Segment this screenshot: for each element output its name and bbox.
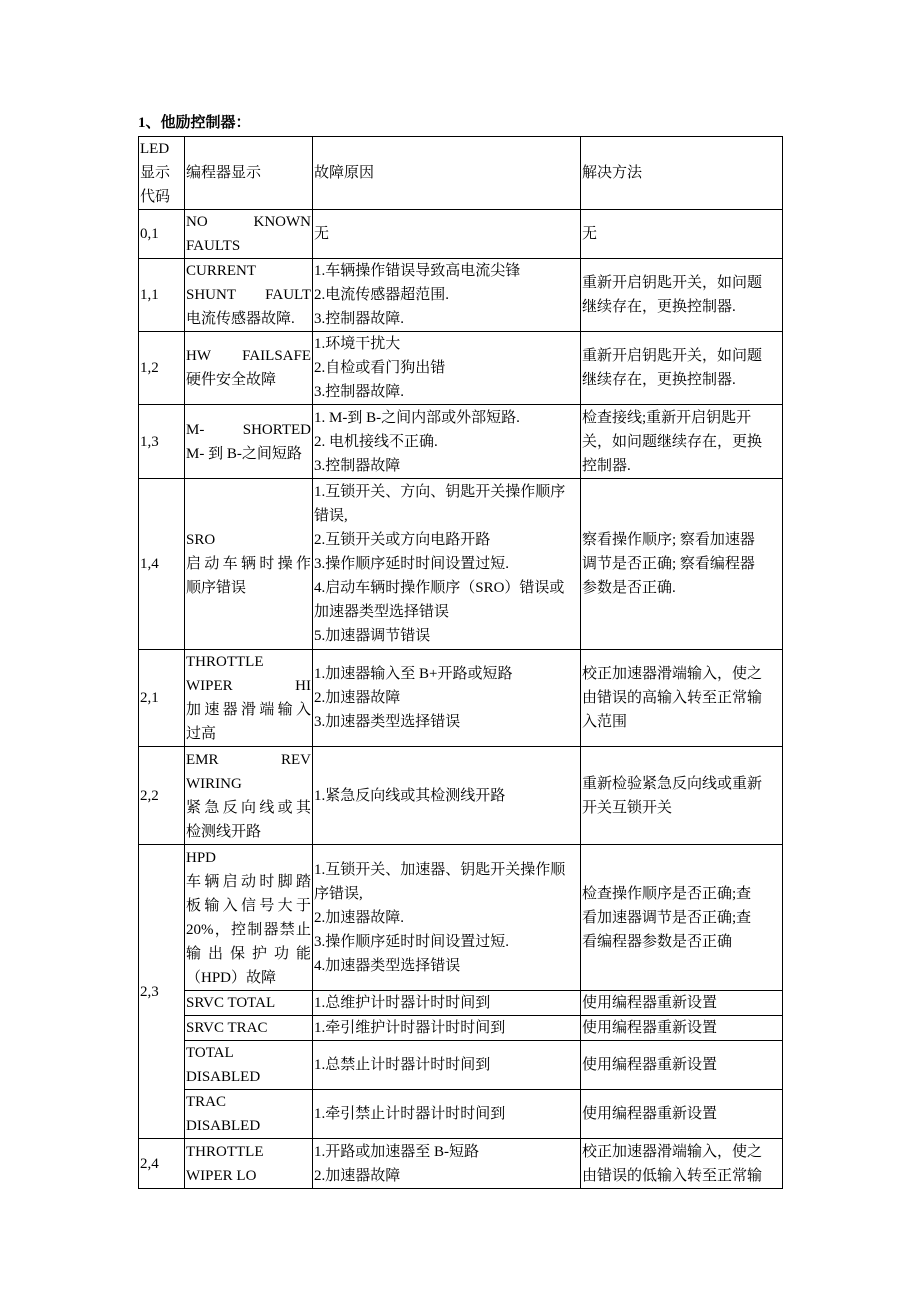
programmer-display-cell-line: （HPD）故障	[186, 969, 277, 986]
solution-cell-line: 入范围	[582, 714, 628, 730]
programmer-display-cell-line: SRO	[186, 532, 216, 548]
header-solution	[581, 137, 783, 210]
fault-cause-cell	[313, 747, 581, 845]
table-row	[139, 210, 783, 259]
solution-cell	[581, 479, 783, 650]
led-code-cell	[139, 479, 185, 650]
led-code-cell	[139, 259, 185, 332]
fault-cause-cell-line: 1.开路或加速器至 B-短路	[314, 1143, 480, 1160]
fault-cause-cell-line: 1.车辆操作错误导致高电流尖锋	[314, 263, 521, 279]
fault-cause-cell-line: 1.紧急反向线或其检测线开路	[314, 787, 506, 804]
fault-cause-cell-line: 2.电流传感器超范围.	[314, 287, 450, 303]
fault-cause-cell	[313, 650, 581, 747]
programmer-display-cell-line: 20%，控制器禁止	[186, 921, 311, 938]
header-led-code-line: 显示	[140, 165, 171, 181]
programmer-display-cell	[185, 991, 313, 1016]
table-row	[139, 1016, 783, 1041]
programmer-display-cell-line: 硬件安全故障	[186, 372, 277, 388]
programmer-display-cell	[185, 1041, 313, 1090]
solution-cell-line: 重新检验紧急反向线或重新	[582, 775, 763, 792]
fault-cause-cell	[313, 1090, 581, 1139]
solution-cell-line: 使用编程器重新设置	[582, 995, 718, 1011]
programmer-display-cell-line: THROTTLE	[186, 1143, 264, 1160]
programmer-display-cell-line: TOTAL	[186, 1045, 234, 1061]
programmer-display-cell-line: SRVC TOTAL	[186, 995, 276, 1011]
fault-cause-cell-line: 加速器类型选择错误	[314, 604, 450, 620]
programmer-display-cell-line: M- SHORTED	[186, 421, 311, 438]
fault-cause-cell-line: 3.控制器故障.	[314, 384, 405, 400]
solution-cell-line: 使用编程器重新设置	[582, 1106, 718, 1122]
solution-cell	[581, 259, 783, 332]
led-code-cell-line: 2,2	[140, 787, 159, 804]
programmer-display-cell	[185, 845, 313, 991]
fault-cause-cell-line: 序错误,	[314, 885, 363, 902]
fault-cause-cell-line: 1.牵引维护计时器计时时间到	[314, 1020, 506, 1036]
solution-cell-line: 重新开启钥匙开关，如问题	[582, 275, 763, 291]
led-code-cell-line: 1,2	[140, 360, 159, 376]
solution-cell-line: 使用编程器重新设置	[582, 1020, 718, 1036]
solution-cell	[581, 1090, 783, 1139]
fault-cause-cell-line: 4.加速器类型选择错误	[314, 957, 461, 974]
solution-cell-line: 由错误的低输入转至正常输	[582, 1167, 763, 1184]
programmer-display-cell-line: WIRING	[186, 775, 242, 792]
programmer-display-cell-line: SHUNT FAULT	[186, 287, 311, 303]
led-code-cell-line: 2,4	[140, 1155, 159, 1172]
solution-cell-line: 参数是否正确.	[582, 580, 676, 596]
solution-cell	[581, 332, 783, 405]
programmer-display-cell-line: 输出保护功能	[186, 945, 311, 962]
led-code-cell-line: 1,3	[140, 433, 159, 450]
fault-cause-cell-line: 2.加速器故障	[314, 690, 401, 706]
fault-cause-cell	[313, 1139, 581, 1189]
fault-cause-cell-line: 1.加速器输入至 B+开路或短路	[314, 666, 513, 682]
programmer-display-cell	[185, 1090, 313, 1139]
fault-cause-cell-line: 3.操作顺序延时时间设置过短.	[314, 933, 510, 950]
programmer-display-cell	[185, 1139, 313, 1189]
fault-cause-cell-line: 1.互锁开关、加速器、钥匙开关操作顺	[314, 861, 566, 878]
programmer-display-cell-line: 加速器滑端输入	[186, 702, 311, 718]
table-row	[139, 1041, 783, 1090]
solution-cell-line: 校正加速器滑端输入，使之	[582, 1143, 763, 1160]
solution-cell	[581, 845, 783, 991]
programmer-display-cell-line: 检测线开路	[186, 823, 262, 840]
table-row	[139, 991, 783, 1016]
solution-cell	[581, 747, 783, 845]
table-header-row	[139, 137, 783, 210]
programmer-display-cell-line: 电流传感器故障.	[186, 311, 295, 327]
solution-cell-line: 察看操作顺序; 察看加速器	[582, 532, 755, 548]
fault-cause-cell-line: 2.加速器故障.	[314, 909, 405, 926]
solution-cell-line: 校正加速器滑端输入，使之	[582, 666, 763, 682]
fault-cause-cell	[313, 210, 581, 259]
solution-cell-line: 重新开启钥匙开关，如问题	[582, 348, 763, 364]
header-fault-cause	[313, 137, 581, 210]
fault-cause-cell	[313, 1041, 581, 1090]
fault-cause-cell-line: 无	[314, 226, 330, 242]
programmer-display-cell	[185, 332, 313, 405]
programmer-display-cell-line: HW FAILSAFE	[186, 348, 311, 364]
programmer-display-cell-line: FAULTS	[186, 238, 241, 254]
solution-cell	[581, 405, 783, 479]
solution-cell	[581, 1041, 783, 1090]
programmer-display-cell	[185, 405, 313, 479]
led-code-cell-line: 2,3	[140, 983, 159, 1000]
fault-cause-cell	[313, 259, 581, 332]
led-code-cell	[139, 747, 185, 845]
header-led-code-line: LED	[140, 141, 170, 157]
fault-cause-cell	[313, 479, 581, 650]
fault-cause-cell	[313, 1016, 581, 1041]
solution-cell	[581, 1139, 783, 1189]
fault-cause-cell-line: 1.牵引禁止计时器计时时间到	[314, 1106, 506, 1122]
section-title: 1、他励控制器：	[138, 115, 251, 131]
programmer-display-cell-line: DISABLED	[186, 1118, 261, 1134]
fault-cause-cell	[313, 845, 581, 991]
programmer-display-cell-line: 车辆启动时脚踏	[186, 873, 311, 890]
programmer-display-cell	[185, 210, 313, 259]
programmer-display-cell-line: HPD	[186, 849, 217, 866]
fault-cause-cell-line: 3.操作顺序延时时间设置过短.	[314, 556, 510, 572]
fault-cause-cell-line: 1.总维护计时器计时时间到	[314, 995, 491, 1011]
led-code-cell-line: 1,4	[140, 556, 159, 572]
table-row	[139, 479, 783, 650]
solution-cell-line: 控制器.	[582, 457, 631, 474]
solution-cell-line: 由错误的高输入转至正常输	[582, 690, 763, 706]
solution-cell-line: 继续存在，更换控制器.	[582, 299, 736, 315]
fault-cause-cell-line: 2.互锁开关或方向电路开路	[314, 532, 491, 548]
solution-cell-line: 关，如问题继续存在，更换	[582, 433, 763, 450]
solution-cell-line: 看编程器参数是否正确	[582, 933, 733, 950]
programmer-display-cell-line: 顺序错误	[186, 580, 247, 596]
solution-cell-line: 无	[582, 226, 598, 242]
solution-cell-line: 使用编程器重新设置	[582, 1057, 718, 1073]
programmer-display-cell-line: SRVC TRAC	[186, 1020, 268, 1036]
fault-cause-cell-line: 2.加速器故障	[314, 1167, 401, 1184]
programmer-display-cell	[185, 1016, 313, 1041]
fault-cause-cell-line: 3.加速器类型选择错误	[314, 714, 461, 730]
fault-cause-cell-line: 2. 电机接线不正确.	[314, 433, 438, 450]
fault-cause-cell-line: 3.控制器故障.	[314, 311, 405, 327]
led-code-cell-line: 0,1	[140, 226, 159, 242]
programmer-display-cell	[185, 650, 313, 747]
header-solution-line: 解决方法	[582, 165, 643, 181]
programmer-display-cell-line: 板输入信号大于	[186, 897, 311, 914]
table-row	[139, 1139, 783, 1189]
fault-cause-cell-line: 1. M-到 B-之间内部或外部短路.	[314, 409, 520, 426]
programmer-display-cell-line: 启动车辆时操作	[186, 556, 311, 572]
programmer-display-cell	[185, 479, 313, 650]
fault-cause-cell-line: 1.总禁止计时器计时时间到	[314, 1057, 491, 1073]
led-code-cell-line: 2,1	[140, 690, 159, 706]
solution-cell	[581, 210, 783, 259]
fault-cause-cell	[313, 405, 581, 479]
led-code-cell-line: 1,1	[140, 287, 159, 303]
solution-cell	[581, 991, 783, 1016]
led-code-cell	[139, 1139, 185, 1189]
programmer-display-cell	[185, 259, 313, 332]
solution-cell-line: 检查操作顺序是否正确;查	[582, 885, 752, 902]
fault-code-table	[138, 136, 783, 1189]
fault-cause-cell-line: 1.环境干扰大	[314, 336, 401, 352]
programmer-display-cell-line: DISABLED	[186, 1069, 261, 1085]
programmer-display-cell	[185, 747, 313, 845]
solution-cell	[581, 1016, 783, 1041]
fault-cause-cell-line: 5.加速器调节错误	[314, 628, 431, 644]
table-row	[139, 405, 783, 479]
fault-cause-cell	[313, 332, 581, 405]
fault-cause-cell-line: 错误,	[314, 508, 348, 524]
header-programmer-display-line: 编程器显示	[186, 165, 262, 181]
table-row	[139, 259, 783, 332]
fault-cause-cell	[313, 991, 581, 1016]
table-row	[139, 332, 783, 405]
programmer-display-cell-line: WIPER LO	[186, 1167, 257, 1184]
solution-cell	[581, 650, 783, 747]
programmer-display-cell-line: EMR REV	[186, 751, 311, 768]
programmer-display-cell-line: WIPER HI	[186, 678, 311, 694]
led-code-cell	[139, 650, 185, 747]
programmer-display-cell-line: THROTTLE	[186, 654, 264, 670]
led-code-cell	[139, 210, 185, 259]
table-row	[139, 1090, 783, 1139]
table-row	[139, 747, 783, 845]
programmer-display-cell-line: M- 到 B-之间短路	[186, 445, 302, 462]
solution-cell-line: 调节是否正确; 察看编程器	[582, 556, 755, 572]
programmer-display-cell-line: 紧急反向线或其	[186, 799, 311, 816]
solution-cell-line: 开关互锁开关	[582, 799, 673, 816]
table-row	[139, 845, 783, 991]
solution-cell-line: 看加速器调节是否正确;查	[582, 909, 752, 926]
led-code-cell	[139, 332, 185, 405]
fault-cause-cell-line: 2.自检或看门狗出错	[314, 360, 446, 376]
header-programmer-display	[185, 137, 313, 210]
led-code-cell	[139, 845, 185, 1139]
solution-cell-line: 继续存在，更换控制器.	[582, 372, 736, 388]
header-fault-cause-line: 故障原因	[314, 165, 375, 181]
programmer-display-cell-line: NO KNOWN	[186, 214, 311, 230]
programmer-display-cell-line: 过高	[186, 726, 217, 742]
programmer-display-cell-line: TRAC	[186, 1094, 227, 1110]
fault-cause-cell-line: 3.控制器故障	[314, 457, 401, 474]
fault-cause-cell-line: 1.互锁开关、方向、钥匙开关操作顺序	[314, 484, 566, 500]
header-led-code	[139, 137, 185, 210]
fault-cause-cell-line: 4.启动车辆时操作顺序（SRO）错误或	[314, 580, 565, 596]
led-code-cell	[139, 405, 185, 479]
table-row	[139, 650, 783, 747]
header-led-code-line: 代码	[140, 189, 171, 205]
programmer-display-cell-line: CURRENT	[186, 263, 257, 279]
solution-cell-line: 检查接线;重新开启钥匙开	[582, 409, 752, 426]
